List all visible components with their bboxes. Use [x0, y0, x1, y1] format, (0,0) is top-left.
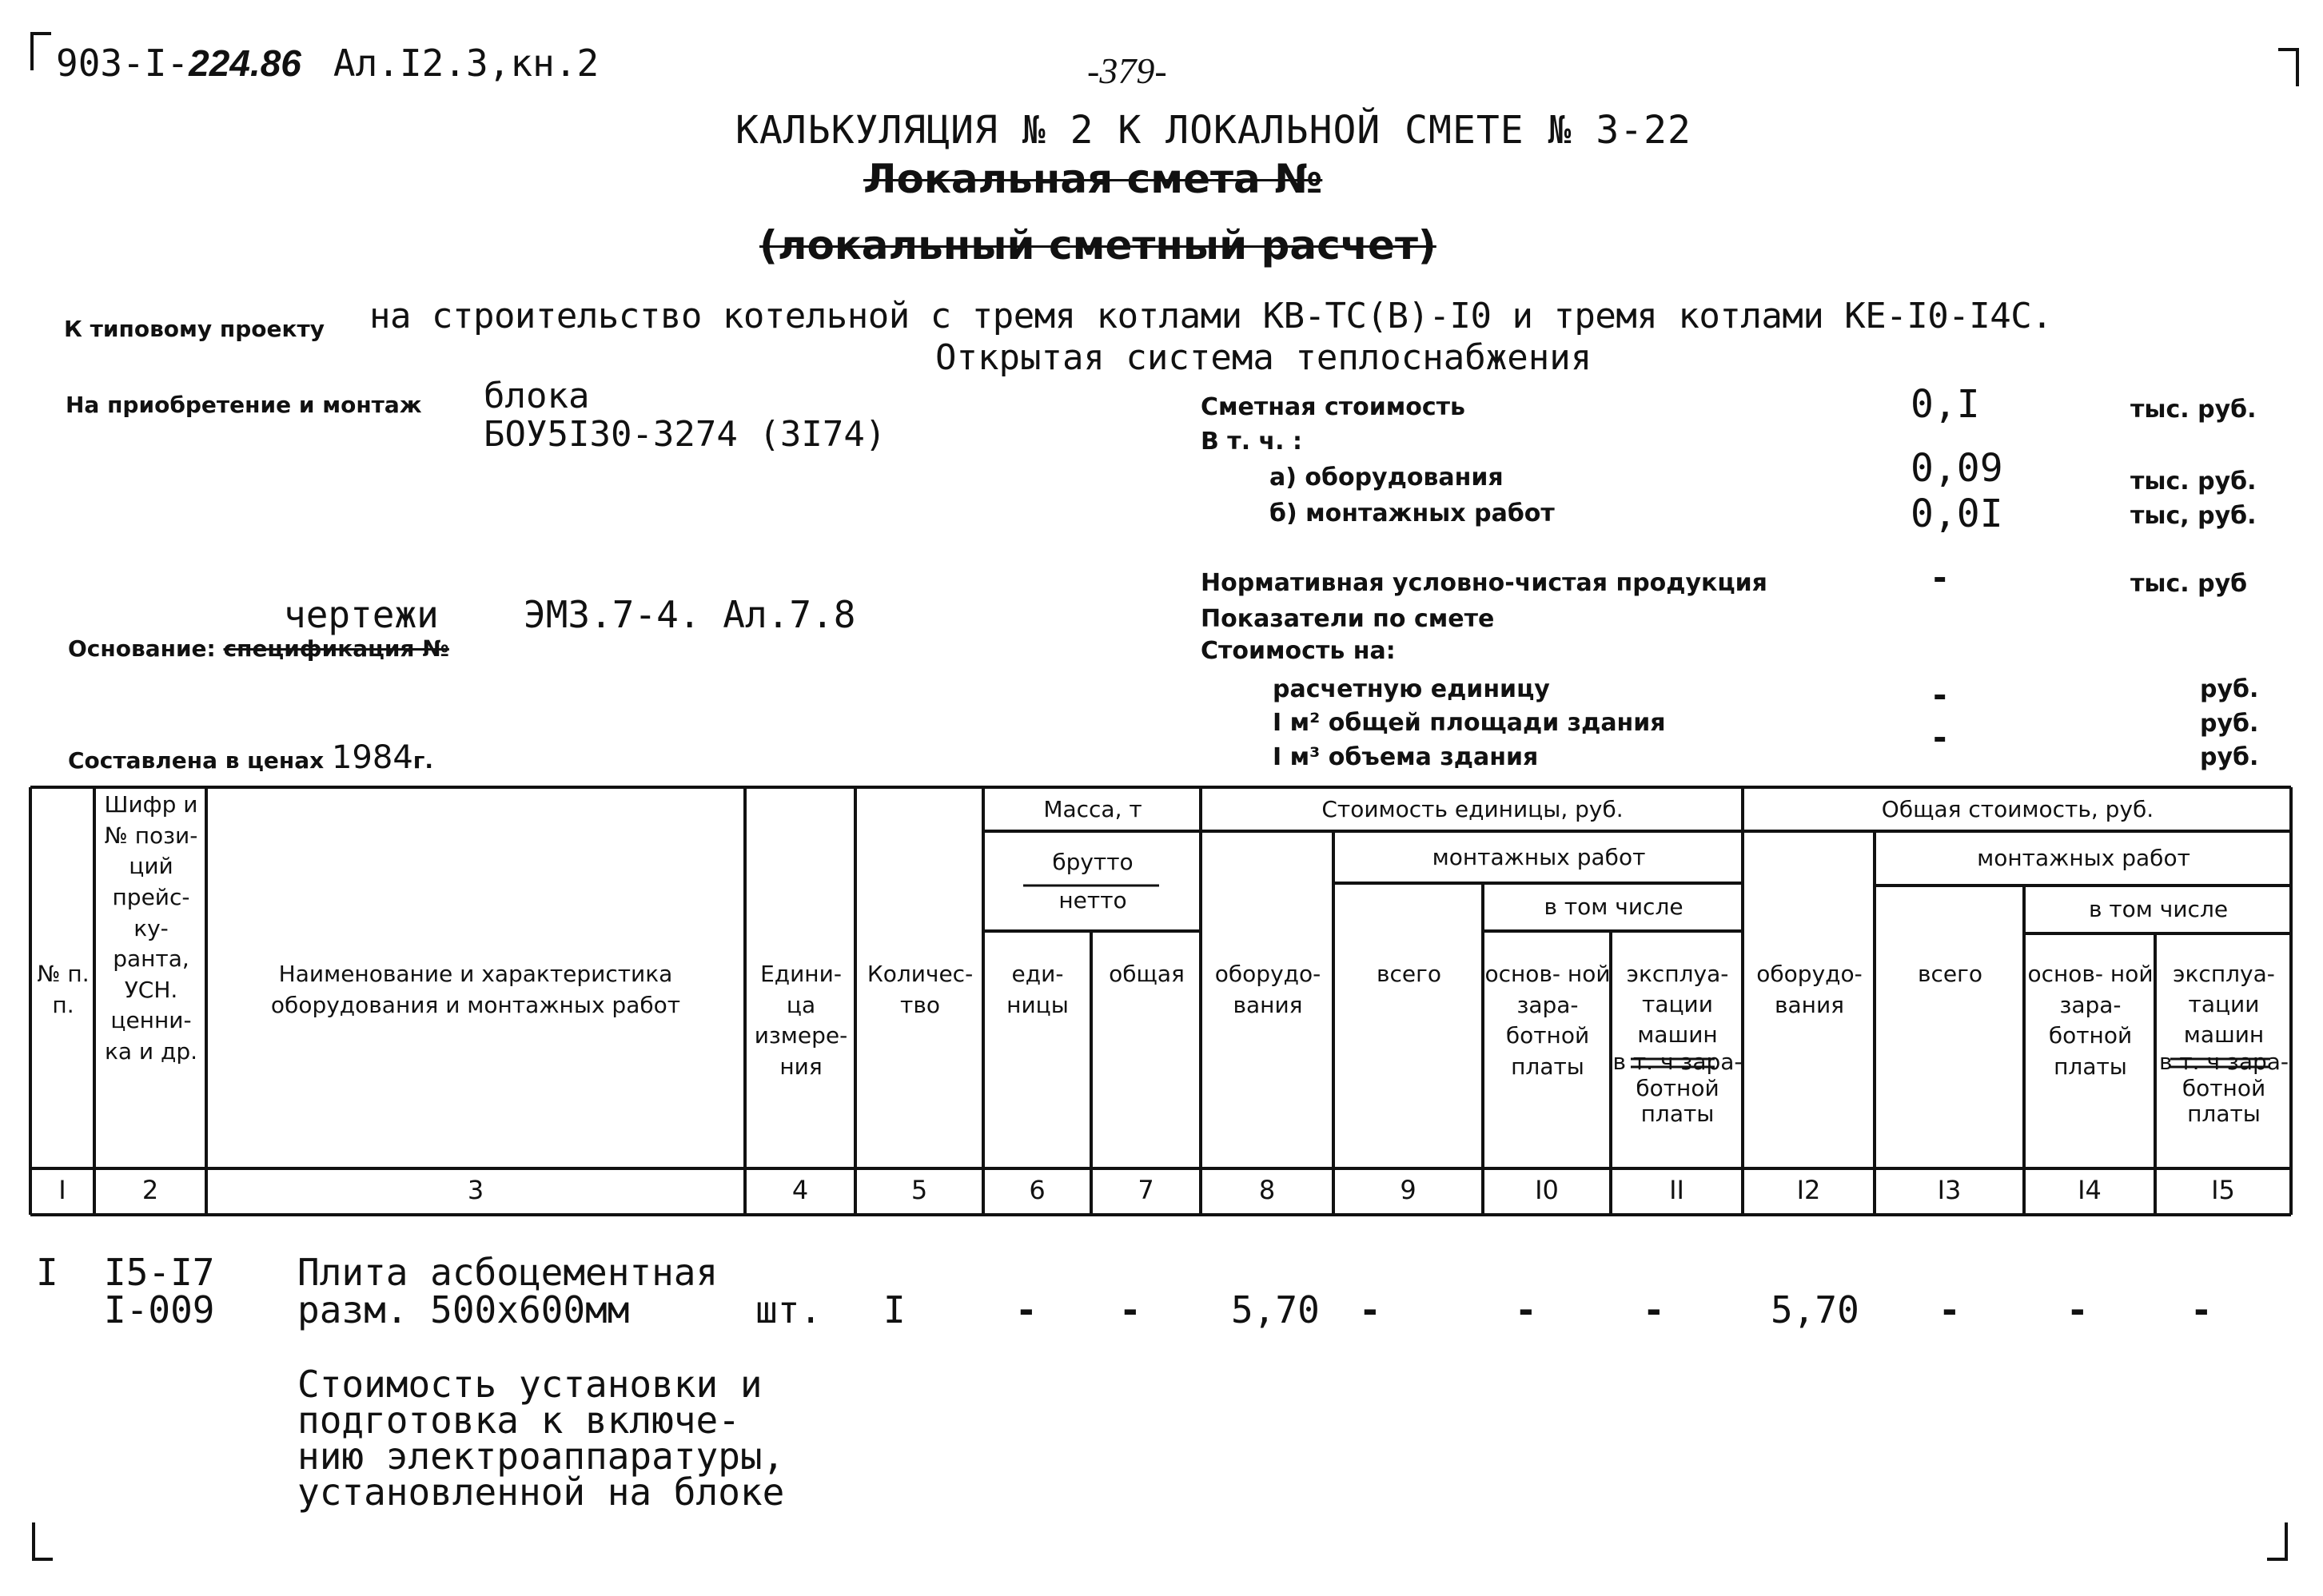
row2-line2: подготовка к включе-	[297, 1399, 740, 1442]
col-header-total-incl: в том числе	[2088, 896, 2229, 923]
page-title: КАЛЬКУЛЯЦИЯ № 2 К ЛОКАЛЬНОЙ СМЕТЕ № 3-22	[735, 108, 1691, 153]
col-header-number: № п. п.	[37, 961, 90, 1018]
col-num-12: I2	[1796, 1175, 1821, 1205]
title-struck-local-calc: (локальный сметный расчет)	[759, 222, 1436, 269]
col-header-machines-3: в т. ч зара- ботной платы	[1612, 1049, 1743, 1127]
row1-wage: -	[1515, 1288, 1537, 1331]
col-header-total-machines	[2157, 959, 2291, 1127]
compiled-year: 1984	[331, 739, 413, 776]
col-header-qty: Количес- тво	[867, 961, 974, 1018]
row1-mass-unit: -	[1015, 1288, 1038, 1331]
row1-name1: Плита асбоцементная	[297, 1251, 719, 1294]
basis-struck: спецификация №	[223, 635, 449, 662]
col-header-wage: основ- ной зара- ботной платы	[1484, 961, 1611, 1080]
acquisition-line2: БОУ5I30-3274 (3I74)	[484, 414, 887, 455]
project-line2: Открытая система теплоснабжения	[935, 337, 1592, 378]
col-num-4: 4	[791, 1175, 809, 1205]
basis-value2: ЭМЗ.7-4. Ал.7.8	[524, 593, 856, 636]
norm-unit: тыс. руб	[2130, 570, 2248, 598]
col-num-5: 5	[910, 1175, 928, 1205]
doc-code-italic: 224.86	[189, 42, 301, 84]
row1-total-machines: -	[2190, 1288, 2213, 1331]
col-header-total-mount-all: всего	[1918, 961, 1982, 987]
col-header-code: Шифр и № пози- ций прейс- ку- ранта, УСН. ценни- ка и др.	[104, 791, 198, 1065]
col-header-total-machines-3: в т. ч зара- ботной платы	[2158, 1049, 2289, 1127]
volume-label: I м³ объема здания	[1273, 743, 1539, 771]
area-unit: руб.	[2200, 710, 2259, 738]
project-line1: на строительство котельной с тремя котлами КВ-ТС(В)-I0 и тремя котлами КЕ-I0-I4С.	[369, 296, 2053, 336]
mount-unit: тыс, руб.	[2130, 502, 2257, 530]
volume-unit: руб.	[2200, 743, 2259, 771]
col-header-total-cost: Общая стоимость, руб.	[1881, 795, 2154, 822]
row1-code2: I-009	[104, 1288, 215, 1331]
col-num-14: I4	[2078, 1175, 2102, 1205]
row2-line4: установленной на блоке	[297, 1471, 785, 1514]
col-num-9: 9	[1400, 1175, 1417, 1205]
row1-total-mount: -	[1938, 1288, 1961, 1331]
doc-album: Ал.I2.3,кн.2	[333, 42, 600, 85]
col-header-incl: в том числе	[1544, 894, 1683, 921]
area-label: I м² общей площади здания	[1273, 709, 1666, 737]
col-header-unit: Едини- ца измере- ния	[754, 961, 848, 1080]
col-header-mass-total: общая	[1109, 961, 1185, 987]
col-header-total-mount: монтажных работ	[1977, 844, 2190, 871]
col-num-7: 7	[1138, 1175, 1154, 1205]
cost-for-label: Стоимость на:	[1201, 637, 1396, 665]
equip-unit: тыс. руб.	[2130, 468, 2257, 496]
calc-unit-unit: руб.	[2200, 675, 2259, 703]
col-num-2: 2	[141, 1175, 159, 1205]
title-struck-local-estimate: Локальная смета №	[863, 156, 1323, 202]
col-num-10: I0	[1535, 1175, 1559, 1205]
col-header-machines-1: эксплуа- тации	[1626, 961, 1729, 1017]
indicators-label: Показатели по смете	[1201, 605, 1495, 633]
acquisition-line1: блока	[484, 376, 590, 416]
equip-label: а) оборудования	[1269, 464, 1504, 492]
project-label: К типовому проекту	[64, 316, 325, 342]
col-header-machines-2: машин	[1637, 1021, 1718, 1048]
norm-value: -	[1933, 558, 1947, 597]
basis-label-text: Основание:	[68, 635, 216, 662]
row1-code1: I5-I7	[104, 1251, 215, 1294]
equip-value: 0,09	[1911, 446, 2003, 491]
col-num-15: I5	[2211, 1175, 2235, 1205]
col-num-3: 3	[467, 1175, 484, 1205]
col-header-unit-cost: Стоимость единицы, руб.	[1321, 795, 1624, 822]
norm-label: Нормативная условно-чистая продукция	[1201, 569, 1767, 597]
estimate-cost-unit: тыс. руб.	[2130, 396, 2257, 424]
estimate-cost-label: Сметная стоимость	[1201, 393, 1466, 421]
calc-unit-label: расчетную единицу	[1273, 675, 1550, 703]
col-header-total-wage: основ- ной зара- ботной платы	[2027, 961, 2154, 1080]
row2-line3: нию электроаппаратуры,	[297, 1435, 785, 1478]
col-num-13: I3	[1937, 1175, 1962, 1205]
doc-code-prefix: 903-I-	[56, 42, 189, 85]
row1-equip: 5,70	[1231, 1288, 1320, 1331]
compiled-suffix: г.	[412, 747, 434, 774]
col-header-mount-all: всего	[1377, 961, 1441, 987]
row1-mass-total: -	[1119, 1288, 1142, 1331]
row1-unit: шт.	[755, 1288, 823, 1331]
col-header-equip: оборудо- вания	[1214, 961, 1321, 1018]
row1-name2: разм. 500х600мм	[297, 1288, 630, 1331]
page-number: -379-	[1087, 50, 1167, 91]
col-num-1: I	[58, 1175, 66, 1205]
row1-qty: I	[883, 1288, 906, 1331]
col-header-mount: монтажных работ	[1432, 843, 1646, 870]
calc-unit-value: -	[1933, 675, 1947, 714]
col-num-8: 8	[1258, 1175, 1276, 1205]
col-header-machines	[1612, 959, 1743, 1127]
row1-total-equip: 5,70	[1771, 1288, 1859, 1331]
row2-line1: Стоимость установки и	[297, 1363, 763, 1406]
row1-machines: -	[1643, 1288, 1665, 1331]
col-header-total-machines-1: эксплуа- тации	[2173, 961, 2275, 1017]
col-num-6: 6	[1029, 1175, 1046, 1205]
col-num-11: II	[1669, 1175, 1684, 1205]
mount-value: 0,0I	[1911, 492, 2003, 536]
mount-label: б) монтажных работ	[1269, 499, 1555, 527]
col-header-total-equip: оборудо- вания	[1756, 961, 1863, 1018]
row1-total-wage: -	[2066, 1288, 2089, 1331]
col-header-brutto: брутто	[1052, 849, 1134, 875]
col-header-mass: Масса, т	[1043, 795, 1142, 822]
incl-label: В т. ч. :	[1201, 428, 1302, 456]
area-value: -	[1933, 718, 1947, 757]
col-header-name: Наименование и характеристика оборудования и монтажных работ	[270, 961, 681, 1018]
row1-number: I	[36, 1251, 58, 1294]
compiled-label: Составлена в ценах	[68, 747, 325, 774]
col-header-netto: нетто	[1058, 887, 1127, 913]
col-header-total-machines-2: машин	[2183, 1021, 2265, 1048]
col-header-mass-unit: еди- ницы	[1006, 961, 1069, 1018]
basis-value1: чертежи	[284, 593, 439, 636]
acquisition-label: На приобретение и монтаж	[66, 392, 422, 418]
row1-mount-all: -	[1359, 1288, 1381, 1331]
estimate-cost-value: 0,I	[1911, 382, 1980, 427]
